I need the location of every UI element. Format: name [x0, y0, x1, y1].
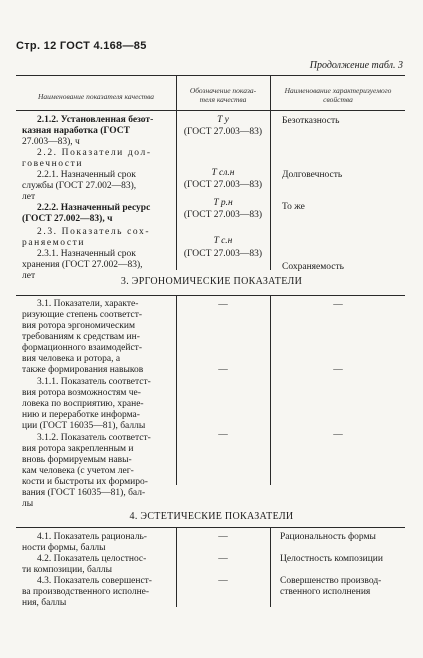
- dash-cell: —: [218, 300, 228, 310]
- row-text: лет: [22, 192, 36, 202]
- row-text: 2.3. Показатель сох-: [37, 227, 151, 237]
- column-header: Наименование характеризуемого свойства: [284, 86, 392, 104]
- table-top-rule: [16, 75, 405, 76]
- row-text: нию и переработке информа-: [22, 410, 140, 420]
- row-text: 3.1. Показатели, характе-: [37, 299, 139, 309]
- row-text: ти композиции, баллы: [22, 565, 112, 575]
- row-text: ния, баллы: [22, 598, 67, 608]
- row-text: требованиям к средствам ин-: [22, 332, 140, 342]
- property-text: Долговечность: [282, 170, 343, 180]
- page-header: Стр. 12 ГОСТ 4.168—85: [16, 40, 147, 52]
- row-text: 3.1.1. Показатель соответст-: [37, 377, 151, 387]
- quality-symbol: T сл.н: [211, 168, 235, 178]
- row-text: 2.2. Показатели дол-: [37, 148, 152, 158]
- row-text: кам человека (с учетом лег-: [22, 466, 134, 476]
- row-text: вия ротора эргономическим: [22, 321, 135, 331]
- row-text: ва производственного исполне-: [22, 587, 150, 597]
- row-text: вия ротора закрепленным и: [22, 444, 134, 454]
- section-rule: [16, 527, 405, 528]
- quality-symbol: T с.н: [213, 236, 233, 246]
- col-divider-1: [176, 75, 177, 270]
- section-rule: [16, 295, 405, 296]
- property-text: То же: [282, 202, 305, 212]
- dash-cell: —: [333, 365, 343, 375]
- row-text: ции (ГОСТ 16035—81), баллы: [22, 421, 146, 431]
- col-divider-1: [176, 295, 177, 485]
- section-title: 4. ЭСТЕТИЧЕСКИЕ ПОКАЗАТЕЛИ: [129, 511, 294, 522]
- row-text: 27.003—83), ч: [22, 137, 80, 147]
- row-text: казная наработка (ГОСТ: [22, 126, 130, 136]
- row-text: ловека по восприятию, хране-: [22, 399, 144, 409]
- property-text: ственного исполнения: [280, 587, 371, 597]
- property-text: Целостность композиции: [280, 554, 383, 564]
- quality-symbol: T y: [217, 115, 229, 125]
- row-text: вания (ГОСТ 16035—81), бал-: [22, 488, 146, 498]
- quality-symbol: T р.н: [213, 198, 233, 208]
- row-text: службы (ГОСТ 27.002—83),: [22, 181, 137, 191]
- col-divider-2: [270, 75, 271, 270]
- dash-cell: —: [218, 365, 228, 375]
- symbol-ref: (ГОСТ 27.003—83): [183, 180, 263, 190]
- table-header-rule: [16, 110, 405, 111]
- dash-cell: —: [218, 430, 228, 440]
- dash-cell: —: [218, 576, 228, 586]
- row-text: кости и быстроты их формиро-: [22, 477, 148, 487]
- row-text: (ГОСТ 27.002—83), ч: [22, 214, 113, 224]
- row-text: лет: [22, 271, 36, 281]
- row-text: лы: [22, 499, 34, 509]
- symbol-ref: (ГОСТ 27.003—83): [183, 127, 263, 137]
- row-text: 2.3.1. Назначенный срок: [37, 249, 136, 259]
- row-text: вия ротора возможностям че-: [22, 388, 141, 398]
- property-text: Совершенство производ-: [280, 576, 382, 586]
- dash-cell: —: [218, 554, 228, 564]
- row-text: хранения (ГОСТ 27.002—83),: [22, 260, 143, 270]
- row-text: 3.1.2. Показатель соответст-: [37, 433, 151, 443]
- col-divider-2: [270, 527, 271, 607]
- col-divider-2: [270, 295, 271, 485]
- continuation-label: Продолжение табл. 3: [309, 60, 403, 71]
- column-header: Наименование показателя качества: [37, 92, 155, 101]
- row-text: раняемости: [22, 238, 86, 248]
- row-text: 4.1. Показатель рациональ-: [37, 532, 147, 542]
- dash-cell: —: [218, 532, 228, 542]
- row-text: ности формы, баллы: [22, 543, 106, 553]
- section-title: 3. ЭРГОНОМИЧЕСКИЕ ПОКАЗАТЕЛИ: [120, 276, 303, 287]
- symbol-ref: (ГОСТ 27.003—83): [183, 210, 263, 220]
- row-text: 4.2. Показатель целостнос-: [37, 554, 147, 564]
- row-text: говечности: [22, 159, 84, 169]
- symbol-ref: (ГОСТ 27.003—83): [183, 249, 263, 259]
- row-text: 2.2.1. Назначенный срок: [37, 170, 136, 180]
- row-text: также формирования навыков: [22, 365, 144, 375]
- property-text: Безотказность: [282, 116, 340, 126]
- column-header: Обозначение показа- теля качества: [189, 86, 257, 104]
- row-text: вия человека и ротора, а: [22, 354, 121, 364]
- dash-cell: —: [333, 430, 343, 440]
- row-text: ризующие степень соответст-: [22, 310, 143, 320]
- row-text: формационного взаимодейст-: [22, 343, 142, 353]
- row-text: 4.3. Показатель совершенст-: [37, 576, 152, 586]
- row-text: 2.1.2. Установленная безот-: [37, 115, 154, 125]
- property-text: Рациональность формы: [280, 532, 376, 542]
- property-text: Сохраняемость: [282, 262, 344, 272]
- dash-cell: —: [333, 300, 343, 310]
- row-text: 2.2.2. Назначенный ресурс: [37, 203, 151, 213]
- col-divider-1: [176, 527, 177, 607]
- row-text: вновь формируемым навы-: [22, 455, 132, 465]
